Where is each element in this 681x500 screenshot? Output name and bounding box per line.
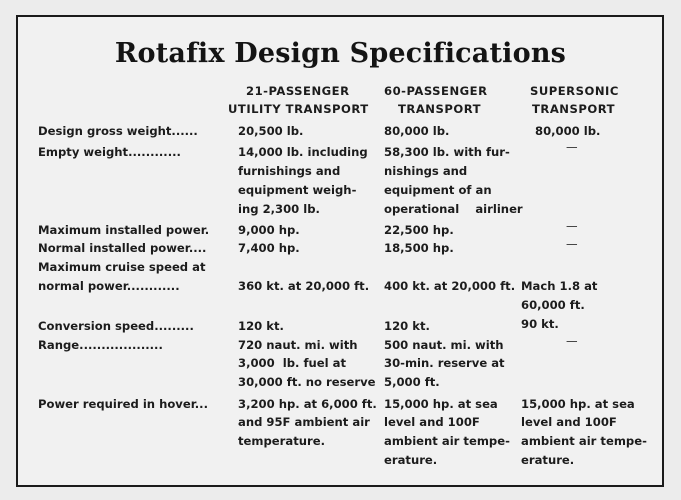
hover-col3-line1: 15,000 hp. at sea — [521, 397, 635, 411]
max-power-col2: 22,500 hp. — [384, 223, 454, 237]
row-label-empty-weight: Empty weight............ — [38, 145, 181, 159]
empty-weight-col1-line1: 14,000 lb. including — [238, 145, 368, 159]
normal-power-col1: 7,400 hp. — [238, 241, 300, 255]
hover-col3-line4: erature. — [521, 453, 575, 467]
range-col2-line2: 30-min. reserve at — [384, 356, 505, 370]
col1-header-line1: 21-PASSENGER — [246, 84, 350, 98]
hover-col2-line3: ambient air tempe- — [384, 434, 510, 448]
row-label-normal-installed-power: Normal installed power.... — [38, 241, 207, 255]
range-col1-line1: 720 naut. mi. with — [238, 338, 358, 352]
conversion-col1: 120 kt. — [238, 319, 284, 333]
range-col1-line2: 3,000 lb. fuel at — [238, 356, 346, 370]
cruise-col1: 360 kt. at 20,000 ft. — [238, 279, 370, 293]
col3-header-line1: SUPERSONIC — [530, 84, 619, 98]
empty-weight-col1-line4: ing 2,300 lb. — [238, 202, 320, 216]
col2-header-line2: TRANSPORT — [398, 102, 482, 116]
empty-weight-col1-line3: equipment weigh- — [238, 183, 357, 197]
max-power-col1: 9,000 hp. — [238, 223, 300, 237]
row-label-gross-weight: Design gross weight...... — [38, 124, 198, 138]
range-col2-line3: 5,000 ft. — [384, 375, 440, 389]
gross-weight-col2: 80,000 lb. — [384, 124, 450, 138]
conversion-col2: 120 kt. — [384, 319, 430, 333]
hover-col3-line3: ambient air tempe- — [521, 434, 647, 448]
normal-power-col3-dash: — — [566, 237, 578, 251]
row-label-range: Range................... — [38, 338, 163, 352]
empty-weight-col3-dash: — — [566, 140, 578, 154]
hover-col1-line2: and 95F ambient air — [238, 415, 370, 429]
page-title: Rotafix Design Specifications — [114, 38, 567, 69]
row-label-max-installed-power: Maximum installed power. — [38, 223, 210, 237]
hover-col1-line3: temperature. — [238, 434, 325, 448]
row-label-cruise-line1: Maximum cruise speed at — [38, 260, 206, 274]
gross-weight-col1: 20,500 lb. — [238, 124, 304, 138]
gross-weight-col3: 80,000 lb. — [535, 124, 601, 138]
cruise-col2: 400 kt. at 20,000 ft. — [384, 279, 516, 293]
normal-power-col2: 18,500 hp. — [384, 241, 454, 255]
empty-weight-col2-line2: nishings and — [384, 164, 468, 178]
empty-weight-col2-line4: operational airliner — [384, 202, 523, 216]
cruise-col3-line2: 60,000 ft. — [521, 298, 585, 312]
row-label-cruise-line2: normal power............ — [38, 279, 180, 293]
col1-header-line2: UTILITY TRANSPORT — [228, 102, 369, 116]
max-power-col3-dash: — — [566, 219, 578, 233]
conversion-col3: 90 kt. — [521, 317, 559, 331]
hover-col2-line4: erature. — [384, 453, 438, 467]
range-col2-line1: 500 naut. mi. with — [384, 338, 504, 352]
empty-weight-col1-line2: furnishings and — [238, 164, 341, 178]
hover-col3-line2: level and 100F — [521, 415, 617, 429]
hover-col2-line1: 15,000 hp. at sea — [384, 397, 498, 411]
empty-weight-col2-line3: equipment of an — [384, 183, 492, 197]
row-label-conversion-speed: Conversion speed......... — [38, 319, 194, 333]
range-col1-line3: 30,000 ft. no reserve — [238, 375, 376, 389]
col3-header-line2: TRANSPORT — [532, 102, 616, 116]
range-col3-dash: — — [566, 334, 578, 348]
row-label-hover-power: Power required in hover... — [38, 397, 208, 411]
hover-col2-line2: level and 100F — [384, 415, 480, 429]
col2-header-line1: 60-PASSENGER — [384, 84, 488, 98]
cruise-col3-line1: Mach 1.8 at — [521, 279, 598, 293]
empty-weight-col2-line1: 58,300 lb. with fur- — [384, 145, 510, 159]
hover-col1-line1: 3,200 hp. at 6,000 ft. — [238, 397, 377, 411]
